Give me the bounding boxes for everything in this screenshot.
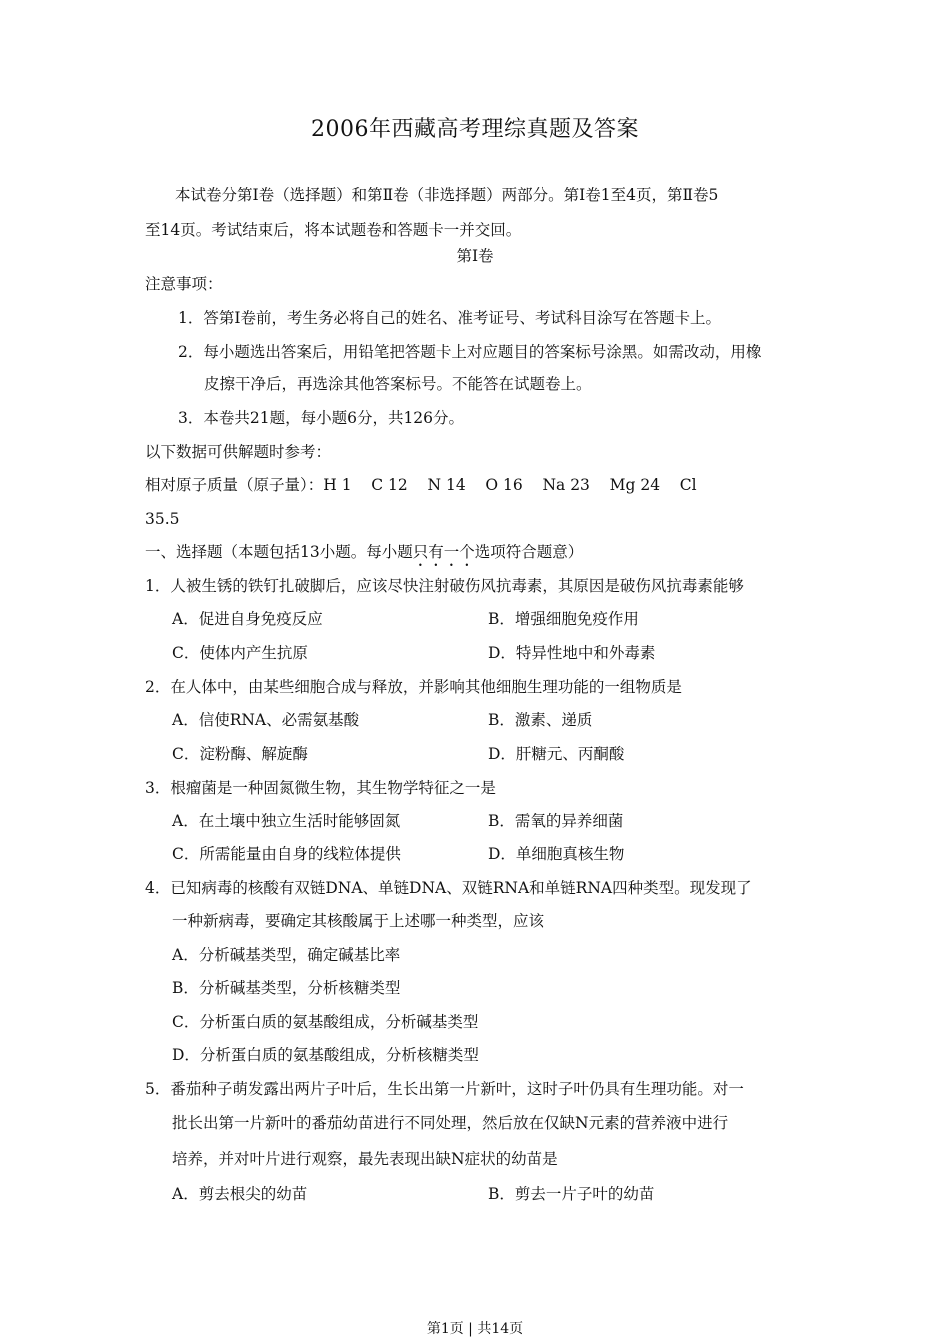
intro-line-1: 本试卷分第Ⅰ卷（选择题）和第Ⅱ卷（非选择题）两部分。第Ⅰ卷1至4页，第Ⅱ卷5	[175, 186, 719, 204]
question-3-option-b: B．需氧的异养细菌	[488, 812, 624, 830]
part-one-emphasis: 只有一个	[412, 543, 475, 561]
question-5-option-a: A．剪去根尖的幼苗	[172, 1185, 308, 1203]
question-3-option-c: C．所需能量由自身的线粒体提供	[172, 845, 401, 863]
question-5-option-b: B．剪去一片子叶的幼苗	[488, 1185, 655, 1203]
question-4-option-a: A．分析碱基类型，确定碱基比率	[172, 946, 401, 964]
question-5-stem-line-1: 5．番茄种子萌发露出两片子叶后，生长出第一片新叶，这时子叶仍具有生理功能。对一	[145, 1080, 744, 1098]
reference-heading: 以下数据可供解题时参考：	[145, 443, 332, 461]
part-one-suffix: 选项符合题意）	[474, 543, 584, 561]
question-1-option-a: A．促进自身免疫反应	[172, 610, 323, 628]
question-3-option-a: A．在土壤中独立生活时能够固氮	[172, 812, 401, 830]
question-2-option-d: D．肝糖元、丙酮酸	[488, 745, 625, 763]
question-4-option-b: B．分析碱基类型，分析核糖类型	[172, 979, 401, 997]
intro-line-2: 至14页。考试结束后，将本试题卷和答题卡一并交回。	[145, 221, 522, 239]
question-4-option-d: D．分析蛋白质的氨基酸组成，分析核糖类型	[172, 1046, 479, 1064]
part-one-prefix: 一、选择题（本题包括13小题。每小题	[145, 543, 413, 561]
question-4-option-c: C．分析蛋白质的氨基酸组成，分析碱基类型	[172, 1013, 479, 1031]
atomic-masses-line-2: 35.5	[145, 510, 180, 528]
note-item-3: 3．本卷共21题，每小题6分，共126分。	[178, 409, 465, 427]
part-one-heading	[145, 541, 583, 570]
note-item-1: 1．答第Ⅰ卷前，考生务必将自己的姓名、准考证号、考试科目涂写在答题卡上。	[178, 309, 721, 327]
question-4-stem-line-1: 4．已知病毒的核酸有双链DNA、单链DNA、双链RNA和单链RNA四种类型。现发现了	[145, 879, 752, 897]
question-1-option-c: C．使体内产生抗原	[172, 644, 308, 662]
question-2-stem: 2．在人体中，由某些细胞合成与释放，并影响其他细胞生理功能的一组物质是	[145, 678, 682, 696]
question-2-option-b: B．激素、递质	[488, 711, 593, 729]
question-1-option-b: B．增强细胞免疫作用	[488, 610, 639, 628]
note-item-2-line-1: 2．每小题选出答案后，用铅笔把答题卡上对应题目的答案标号涂黑。如需改动，用橡	[178, 343, 762, 361]
atomic-masses-line-1: 相对原子质量（原子量）：H 1 C 12 N 14 O 16 Na 23 Mg 24 Cl	[145, 476, 697, 494]
question-3-stem: 3．根瘤菌是一种固氮微生物，其生物学特征之一是	[145, 779, 496, 797]
question-2-option-a: A．信使RNA、必需氨基酸	[172, 711, 360, 729]
question-2-option-c: C．淀粉酶、解旋酶	[172, 745, 308, 763]
question-5-stem-line-3: 培养，并对叶片进行观察，最先表现出缺N症状的幼苗是	[172, 1150, 558, 1168]
page-title: 2006年西藏高考理综真题及答案	[311, 117, 639, 142]
question-3-option-d: D．单细胞真核生物	[488, 845, 625, 863]
question-1-stem: 1．人被生锈的铁钉扎破脚后，应该尽快注射破伤风抗毒素，其原因是破伤风抗毒素能够	[145, 577, 744, 595]
question-1-option-d: D．特异性地中和外毒素	[488, 644, 656, 662]
note-item-2-line-2: 皮擦干净后，再选涂其他答案标号。不能答在试题卷上。	[204, 375, 592, 393]
question-4-stem-line-2: 一种新病毒，要确定其核酸属于上述哪一种类型，应该	[172, 912, 545, 930]
page-footer: 第1页 | 共14页	[426, 1321, 524, 1337]
notes-heading: 注意事项：	[145, 275, 223, 293]
section-label: 第Ⅰ卷	[456, 247, 494, 265]
question-5-stem-line-2: 批长出第一片新叶的番茄幼苗进行不同处理，然后放在仅缺N元素的营养液中进行	[172, 1114, 729, 1132]
